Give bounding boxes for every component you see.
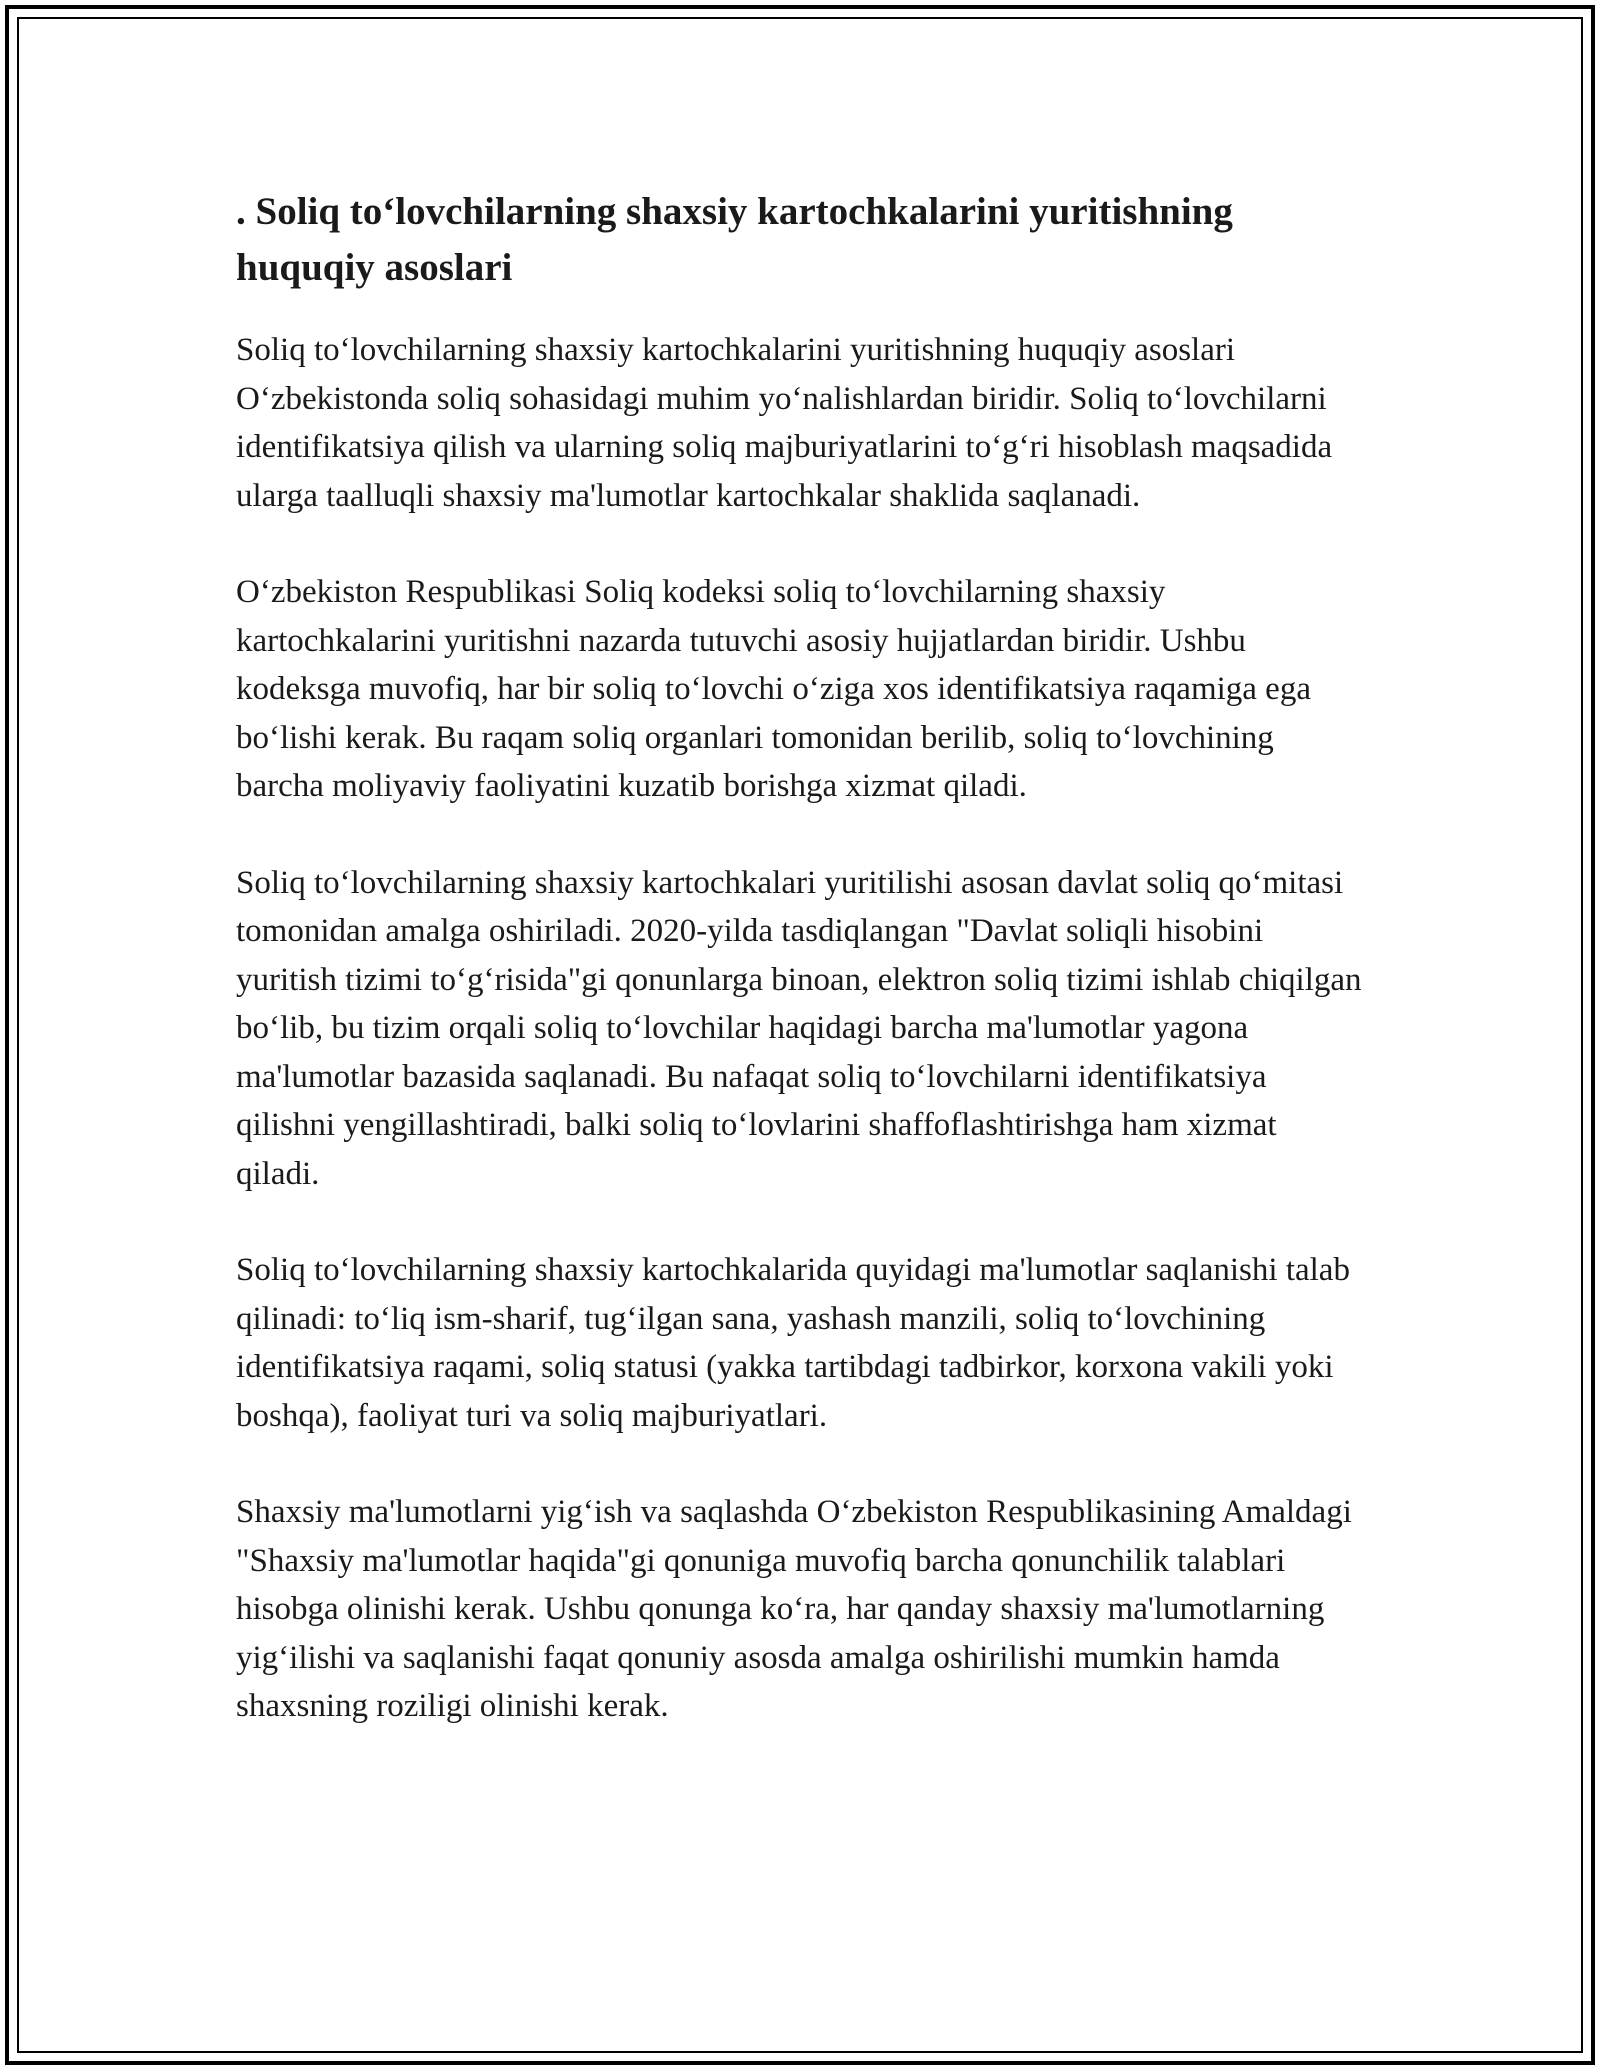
paragraph-4: Soliq to‘lovchilarning shaxsiy kartochkalarida quyidagi ma'lumotlar saqlanishi talab qilinadi: to‘liq ism-sharif, tug‘ilgan sana, yashash manzili, soliq to‘lovchining identifikatsiya raqami, soliq statusi (yakka tartibdagi tadbirkor, korxona vakili yoki boshqa), faoliyat turi va soliq majburiyatlari.	[236, 1252, 1350, 1434]
document-body	[236, 184, 1366, 1779]
document-title: . Soliq to‘lovchilarning shaxsiy kartochkalarini yuritishning huquqiy asoslari	[236, 190, 1233, 289]
paragraph-1: Soliq to‘lovchilarning shaxsiy kartochkalarini yuritishning huquqiy asoslari O‘zbekistonda soliq sohasidagi muhim yo‘nalishlardan biridir. Soliq to‘lovchilarni identifikatsiya qilish va ularning soliq majburiyatlarini to‘g‘ri hisoblash maqsadida ularga taalluqli shaxsiy ma'lumotlar kartochkalar shaklida saqlanadi.	[236, 332, 1333, 514]
paragraph-2: O‘zbekiston Respublikasi Soliq kodeksi soliq to‘lovchilarning shaxsiy kartochkalarini yuritishni nazarda tutuvchi asosiy hujjatlardan biridir. Ushbu kodeksga muvofiq, har bir soliq to‘lovchi o‘ziga xos identifikatsiya raqamiga ega bo‘lishi kerak. Bu raqam soliq organlari tomonidan berilib, soliq to‘lovchining barcha moliyaviy faoliyatini kuzatib borishga xizmat qiladi.	[236, 574, 1311, 804]
paragraph-5: Shaxsiy ma'lumotlarni yig‘ish va saqlashda O‘zbekiston Respublikasining Amaldagi "Shaxsiy ma'lumotlar haqida"gi qonuniga muvofiq barcha qonunchilik talablari hisobga olinishi kerak. Ushbu qonunga ko‘ra, har qanday shaxsiy ma'lumotlarning yig‘ilishi va saqlanishi faqat qonuniy asosda amalga oshirilishi mumkin hamda shaxsning roziligi olinishi kerak.	[236, 1494, 1352, 1724]
paragraph-3: Soliq to‘lovchilarning shaxsiy kartochkalari yuritilishi asosan davlat soliq qo‘mitasi tomonidan amalga oshiriladi. 2020-yilda tasdiqlangan "Davlat soliqli hisobini yuritish tizimi to‘g‘risida"gi qonunlarga binoan, elektron soliq tizimi ishlab chiqilgan bo‘lib, bu tizim orqali soliq to‘lovchilar haqidagi barcha ma'lumotlar yagona ma'lumotlar bazasida saqlanadi. Bu nafaqat soliq to‘lovchilarni identifikatsiya qilishni yengillashtiradi, balki soliq to‘lovlarini shaffoflashtirishga ham xizmat qiladi.	[236, 864, 1362, 1192]
